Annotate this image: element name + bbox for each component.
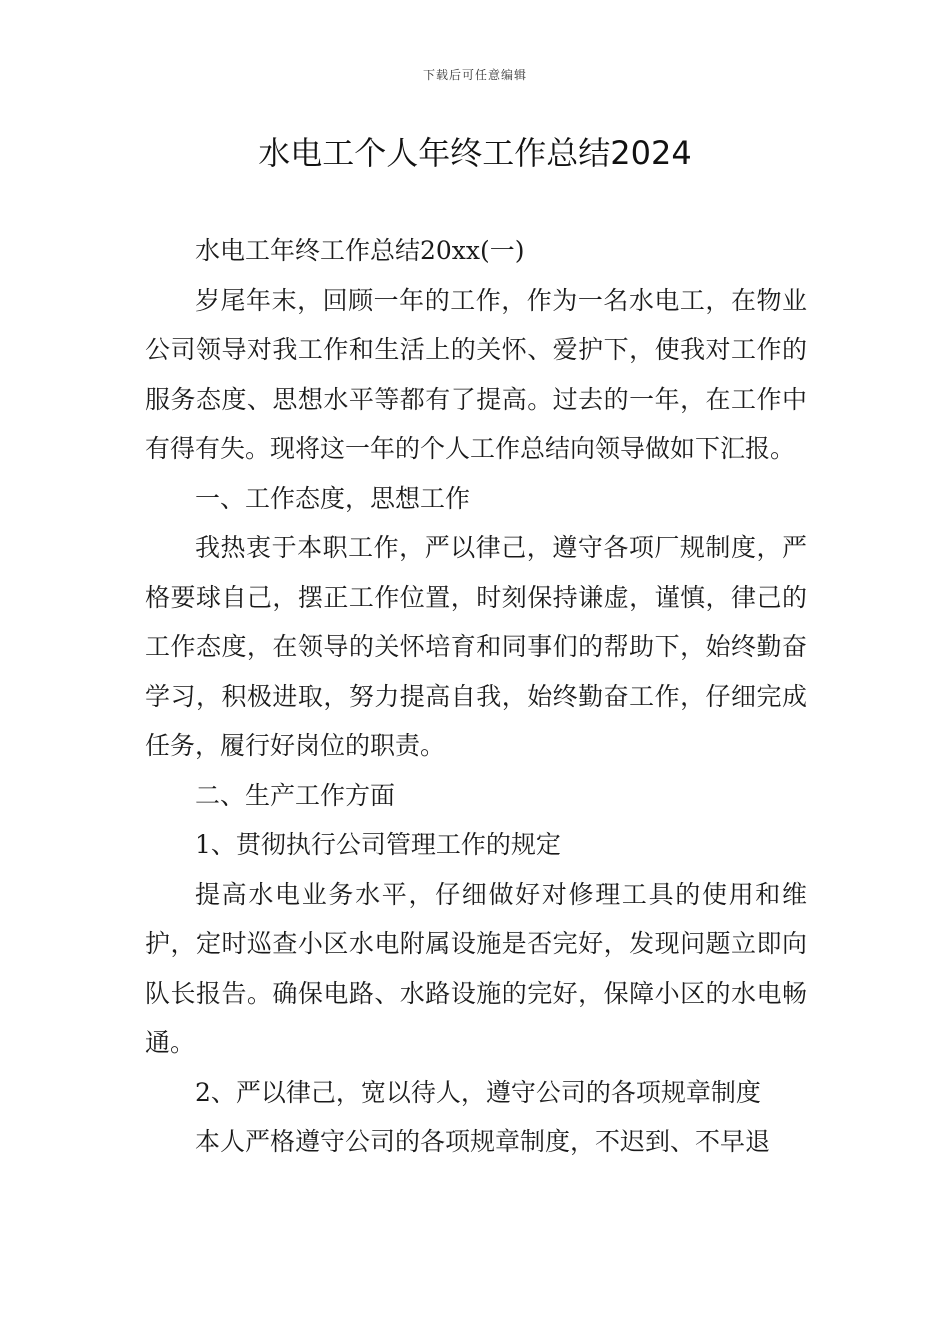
section-heading: 水电工年终工作总结20xx(一) [195,236,525,265]
document-title: 水电工个人年终工作总结2024 [258,134,692,172]
section-heading: 二、生产工作方面 [195,780,396,810]
section-heading: 一、工作态度，思想工作 [195,483,471,513]
document-body [145,226,807,1167]
paragraph: 我热衷于本职工作，严以律己，遵守各项厂规制度，严格要球自己，摆正工作位置，时刻保持谦虚，谨慎，律己的工作态度，在领导的关怀培育和同事们的帮助下，始终勤奋学习，积极进取，努力提高自我，始终勤奋工作，仔细完成任务，履行好岗位的职责。 [145,533,807,760]
paragraph: 本人严格遵守公司的各项规章制度，不迟到、不早退 [195,1127,771,1156]
paragraph: 提高水电业务水平，仔细做好对修理工具的使用和维护，定时巡查小区水电附属设施是否完好，发现问题立即向队长报告。确保电路、水路设施的完好，保障小区的水电畅通。 [145,879,807,1057]
subsection-heading: 2、严以律己，宽以待人，遵守公司的各项规章制度 [195,1077,761,1107]
header-note: 下载后可任意编辑 [422,68,527,82]
subsection-heading: 1、贯彻执行公司管理工作的规定 [195,830,561,859]
paragraph: 岁尾年末，回顾一年的工作，作为一名水电工，在物业公司领导对我工作和生活上的关怀、爱护下，使我对工作的服务态度、思想水平等都有了提高。过去的一年，在工作中有得有失。现将这一年的个人工作总结向领导做如下汇报。 [145,285,807,463]
